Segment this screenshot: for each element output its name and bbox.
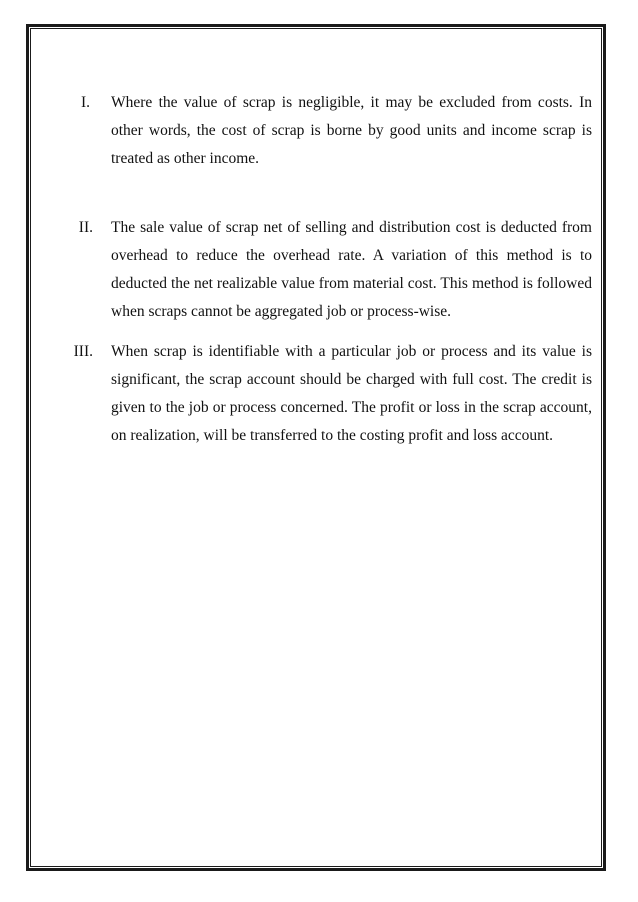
list-item-numeral: II. <box>78 219 93 236</box>
list-item-text: Where the value of scrap is negligible, it may be excluded from costs. In other words, the cost of scrap is borne by good units and income scrap is treated as other income. <box>111 94 592 167</box>
list-item-numeral: I. <box>80 94 90 111</box>
list-item-text: When scrap is identifiable with a particular job or process and its value is significant, the scrap account should be charged with full cost. The credit is given to the job or process concerned. The profit or loss in the scrap account, on realization, will be transferred to the costing profit and loss account. <box>111 343 592 444</box>
list-item-numeral: III. <box>73 343 93 360</box>
list-item-text: The sale value of scrap net of selling and distribution cost is deducted from overhead to reduce the overhead rate. A variation of this method is to deducted the net realizable value from material cost. This method is followed when scraps cannot be aggregated job or process-wise. <box>111 219 592 320</box>
